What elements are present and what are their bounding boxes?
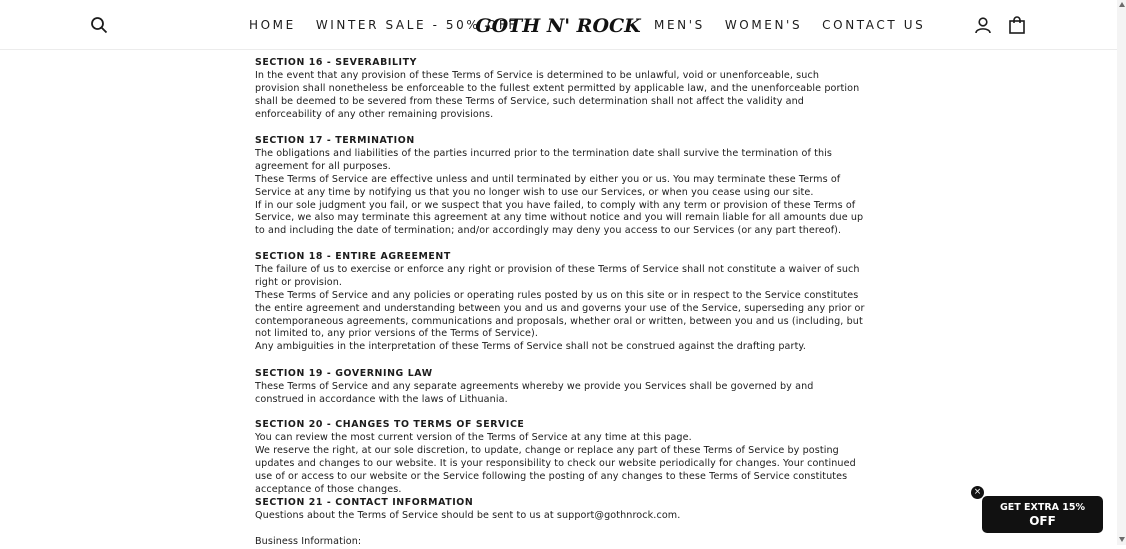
scroll-down-arrow-icon[interactable] — [1119, 537, 1125, 542]
bag-icon[interactable] — [1006, 14, 1028, 36]
section-title: SECTION 19 - GOVERNING LAW — [255, 368, 433, 379]
section-paragraph: If in our sole judgment you fail, or we suspect that you have failed, to comply with any term or provision of these Terms of Service, we also may terminate this agreement at any time without notice and you will remain liable for all amounts due up to and including the date of termination; and/or accordingly may deny you access to our Services (or any part thereof). — [255, 199, 864, 237]
nav-contact-us[interactable]: CONTACT US — [822, 18, 926, 32]
section-paragraph: Questions about the Terms of Service should be sent to us at support@gothnrock.com. — [255, 509, 681, 521]
section-paragraph: Business Information: — [255, 536, 362, 547]
promo-button[interactable] — [982, 496, 1103, 533]
section-termination — [255, 135, 865, 238]
site-logo[interactable] — [475, 13, 641, 37]
section-paragraph: The obligations and liabilities of the parties incurred prior to the termination date shall survive the termination of this agreement for all purposes. — [255, 147, 833, 172]
section-title: SECTION 17 - TERMINATION — [255, 135, 415, 146]
site-header — [0, 0, 1117, 50]
user-icon[interactable] — [972, 14, 994, 36]
section-paragraph: The failure of us to exercise or enforce any right or provision of these Terms of Service shall not constitute a waiver of such right or provision. — [255, 263, 860, 288]
promo-line-2: OFF — [1029, 513, 1056, 528]
promo-line-1: GET EXTRA 15% — [999, 501, 1086, 513]
section-title: SECTION 20 - CHANGES TO TERMS OF SERVICE — [255, 419, 525, 430]
section-paragraph: In the event that any provision of these Terms of Service is determined to be unlawful, void or unenforceable, such provision shall nonetheless be enforceable to the fullest extent permitted by applicable law, and the unenforceable portion shall be deemed to be severed from these Terms of Service, such determination shall not affect the validity and enforceability of any other remaining provisions. — [255, 69, 860, 120]
section-entire-agreement — [255, 251, 865, 354]
section-business-information — [255, 536, 865, 549]
section-governing-law — [255, 368, 865, 407]
scroll-up-arrow-icon[interactable] — [1119, 2, 1125, 7]
section-paragraph: Any ambiguities in the interpretation of these Terms of Service shall not be construed against the drafting party. — [255, 341, 806, 353]
page-scrollbar[interactable] — [1117, 0, 1126, 545]
nav-home[interactable]: HOME — [249, 18, 296, 32]
section-paragraph: These Terms of Service and any policies or operating rules posted by us on this site or in respect to the Service constitutes the entire agreement and understanding between you and us and governs your use of the Service, superseding any prior or contemporaneous agreements, communications and proposals, whether oral or written, between you and us (including, but not limited to, any prior versions of the Terms of Service). — [255, 289, 865, 340]
primary-nav-right — [654, 0, 945, 50]
section-title: SECTION 16 - SEVERABILITY — [255, 57, 418, 68]
section-paragraph: These Terms of Service and any separate agreements whereby we provide you Services shall be governed by and construed in accordance with the laws of Lithuania. — [255, 380, 814, 405]
logo-text: GOTH N' ROCK — [475, 15, 641, 37]
section-severability — [255, 57, 865, 122]
search-icon[interactable] — [88, 14, 110, 36]
nav-womens[interactable]: WOMEN'S — [724, 18, 803, 32]
section-contact-information — [255, 497, 865, 523]
nav-winter-sale[interactable]: WINTER SALE - 50% OFF — [315, 18, 518, 32]
section-title: SECTION 18 - ENTIRE AGREEMENT — [255, 251, 451, 262]
section-title: SECTION 21 - CONTACT INFORMATION — [255, 497, 474, 508]
section-changes-to-terms — [255, 419, 865, 496]
section-paragraph: We reserve the right, at our sole discretion, to update, change or replace any part of these Terms of Service by posting updates and changes to our website. It is your responsibility to check our website periodically for changes. Your continued use of or access to our website or the Service following the posting of any changes to these Terms of Service constitutes acceptance of those changes. — [255, 444, 856, 495]
section-paragraph: You can review the most current version of the Terms of Service at any time at this page. — [255, 431, 692, 443]
promo-close-icon[interactable]: × — [971, 486, 984, 499]
nav-mens[interactable]: MEN'S — [654, 18, 705, 32]
section-paragraph: These Terms of Service are effective unless and until terminated by either you or us. You may terminate these Terms of Service at any time by notifying us that you no longer wish to use our Services, or when you cease using our site. — [255, 173, 841, 198]
